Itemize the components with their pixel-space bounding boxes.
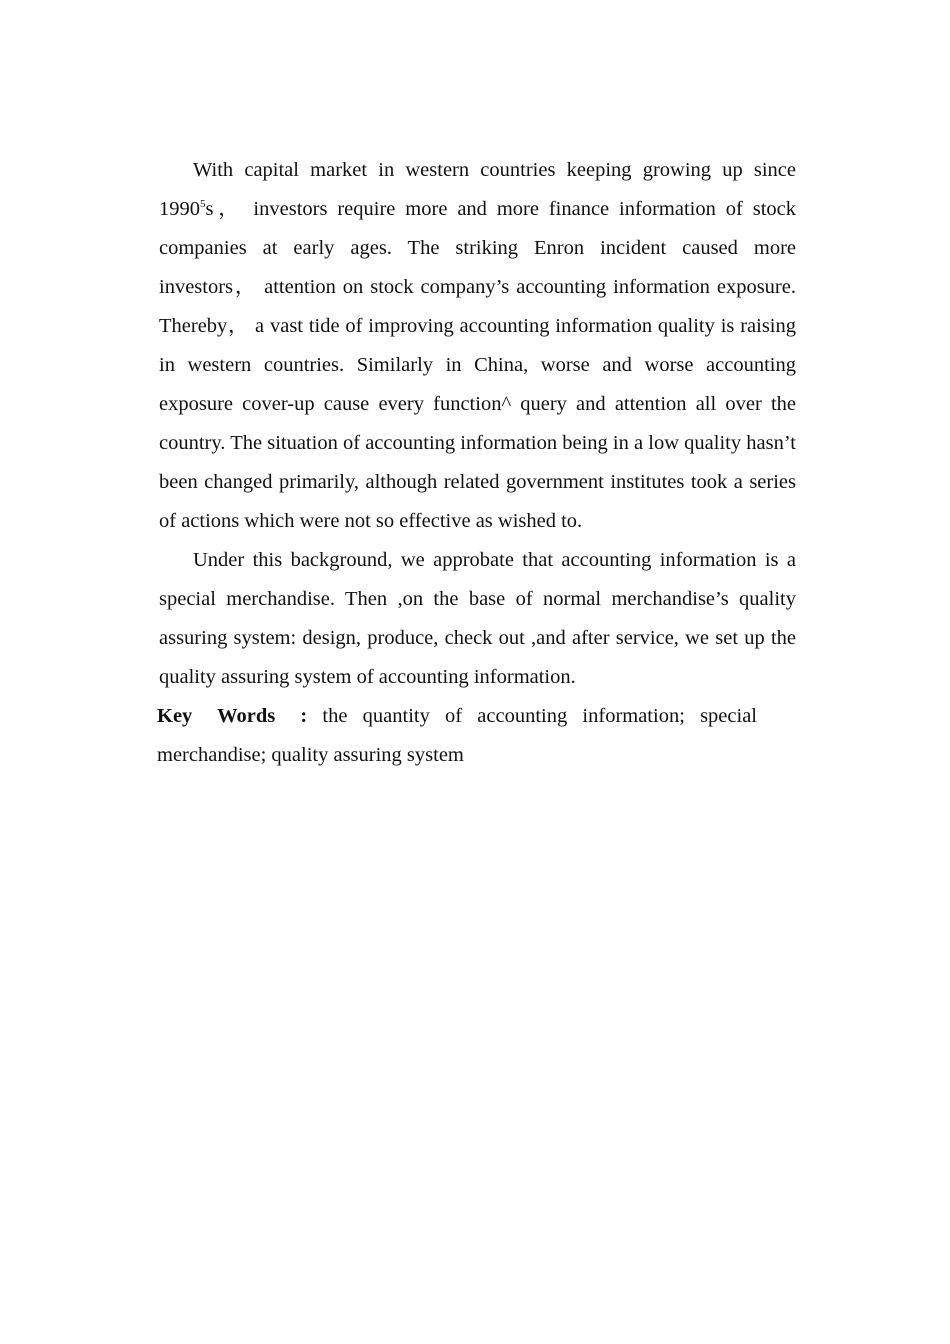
paragraph-1-text-start: With capital market in western countries keeping growing up since 1990 xyxy=(159,159,796,220)
abstract-paragraph-2: Under this background, we approbate that accounting information is a special merchandise. Then ,on the base of normal merchandise’s quality assuring system: design, produce, check out ,and after service, we set up the quality assuring system of accounting information. xyxy=(159,549,796,688)
footnote-superscript: 5 xyxy=(200,198,206,211)
keywords-label: Key Words : xyxy=(157,705,308,727)
keywords-text: the quantity of accounting information; special merchandise; quality assuring system xyxy=(157,705,757,766)
paragraph-1-text-rest: s， investors require more and more finance information of stock companies at early ages. The striking Enron incident caused more investors， attention on stock company’s accounting information exposure. Thereby， a vast tide of improving accounting information quality is raising in western countries. Similarly in China, worse and worse accounting exposure cover-up cause every function^ query and attention all over the country. The situation of accounting information being in a low quality hasn’t been changed primarily, although related government institutes took a series of actions which were not so effective as wished to. xyxy=(159,198,796,532)
abstract-body xyxy=(159,151,796,775)
keywords-line xyxy=(157,697,757,775)
abstract-paragraph-1 xyxy=(159,151,796,541)
